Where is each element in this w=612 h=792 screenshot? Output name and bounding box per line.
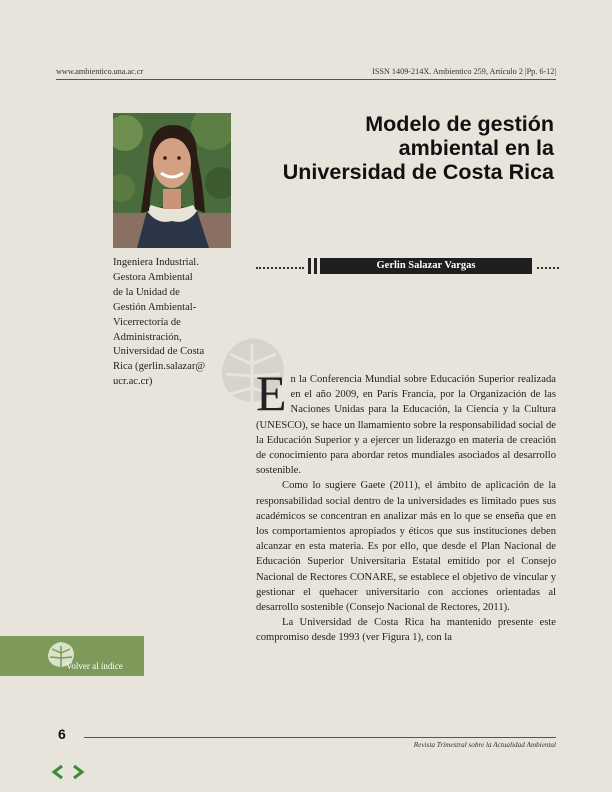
article-title xyxy=(254,112,554,184)
article-body xyxy=(256,365,556,646)
paragraph-text: n la Conferencia Mundial sobre Educación Superior realizada en el año 2009, en París Francia, por la Organización de las Naciones Unidas para la Educación, la Ciencia y la Cultura (UNESCO), se hace un llamamiento sobre la responsabilidad social de la Educación Superior y a ejercer un liderazgo en materia de creación de conocimiento para abordar retos mundiales asociados al desarrollo sostenible. xyxy=(256,374,556,477)
page-number: 6 xyxy=(58,726,66,742)
paragraph: La Universidad de Costa Rica ha mantenido presente este compromiso desde 1993 (ver Figura 1), con la xyxy=(256,617,556,644)
bio-line: Gestión Ambiental- xyxy=(113,301,197,313)
bio-line: Ingeniera Industrial. xyxy=(113,257,199,268)
dotted-rule-left xyxy=(256,267,304,269)
title-line: Universidad de Costa Rica xyxy=(282,160,554,184)
bio-line: de la Unidad de xyxy=(113,286,180,298)
author-photo xyxy=(113,113,231,248)
paragraph: Como lo sugiere Gaete (2011), el ámbito de aplicación de la responsabilidad social dentro de la universidades es limitado pues sus académicos se concentran en analizar más en lo que se enseña que en los comportamientos apropiados y éticos que sus instituciones deben alcanzar en esta materia. Es por ello, que desde el Plan Nacional de Educación Superior Universitaria Estatal emitido por el Consejo Nacional de Rectores CONARE, se establece el objetivo de vincular y gestionar el quehacer universitario con acciones orientadas al desarrollo sostenible (Consejo Nacional de Rectores, 2011). xyxy=(256,480,556,614)
author-bar-mark xyxy=(314,258,317,274)
bio-line: Gestora Ambiental xyxy=(113,271,193,283)
footer-rule xyxy=(84,737,556,738)
back-to-index-label[interactable]: Volver al índice xyxy=(66,661,123,671)
author-name: Gerlin Salazar Vargas xyxy=(320,258,532,274)
header-website: www.ambientico.una.ac.cr xyxy=(56,67,144,76)
header-citation: ISSN 1409-214X. Ambientico 259, Artículo 2 |Pp. 6-12| xyxy=(372,67,556,76)
bio-line: ucr.ac.cr) xyxy=(113,376,153,388)
bio-line: Universidad de Costa xyxy=(113,346,205,358)
journal-name: Revista Trimestral sobre la Actualidad Ambiental xyxy=(413,741,556,749)
title-line: Modelo de gestión xyxy=(365,112,554,136)
bio-line: Vicerrectoría de xyxy=(113,316,181,328)
drop-cap: E xyxy=(256,365,287,421)
author-bar-mark xyxy=(308,258,311,274)
paragraph xyxy=(256,365,556,478)
dotted-rule-right xyxy=(537,267,559,269)
arrow-left-icon[interactable] xyxy=(50,764,66,780)
bio-line: Rica (gerlin.salazar@ xyxy=(113,361,206,373)
header-rule xyxy=(56,79,556,80)
arrow-right-icon[interactable] xyxy=(70,764,86,780)
title-line: ambiental en la xyxy=(398,136,554,160)
bio-line: Administración, xyxy=(113,331,182,343)
